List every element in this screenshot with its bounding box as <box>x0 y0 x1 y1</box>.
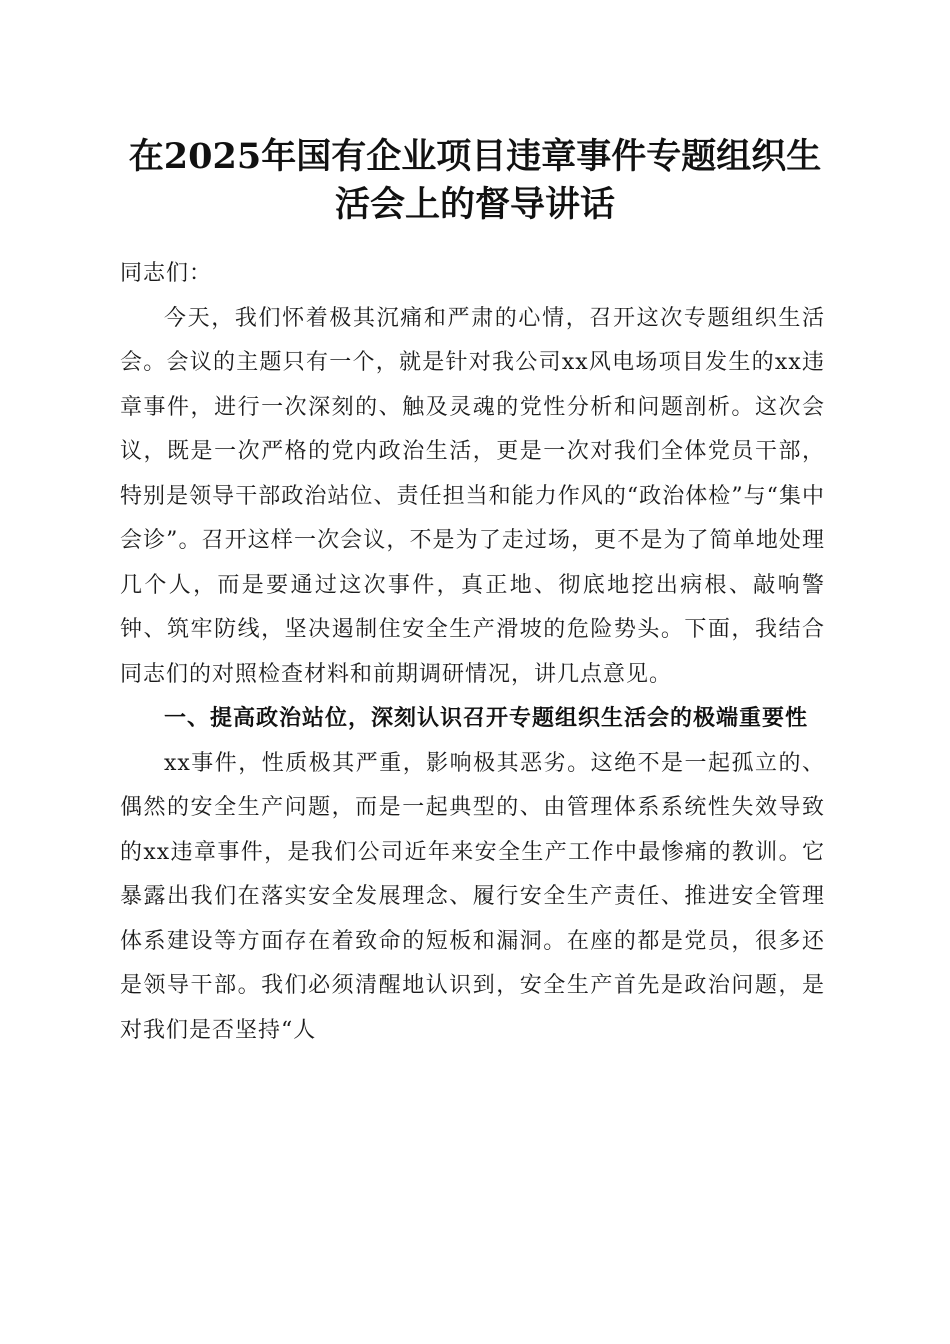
document-body <box>120 252 825 1053</box>
section-1-paragraph: xx事件，性质极其严重，影响极其恶劣。这绝不是一起孤立的、偶然的安全生产问题，而是一起典型的、由管理体系系统性失效导致的xx违章事件，是我们公司近年来安全生产工作中最惨痛的教训。它暴露出我们在落实安全发展理念、履行安全生产责任、推进安全管理体系建设等方面存在着致命的短板和漏洞。在座的都是党员，很多还是领导干部。我们必须清醒地认识到，安全生产首先是政治问题，是对我们是否坚持“人 <box>120 750 825 1043</box>
section-heading-1: 一、提高政治站位，深刻认识召开专题组织生活会的极端重要性 <box>164 706 809 731</box>
document-title: 在2025年国有企业项目违章事件专题组织生活会上的督导讲话 <box>128 136 822 225</box>
salutation: 同志们： <box>120 261 213 286</box>
intro-paragraph: 今天，我们怀着极其沉痛和严肃的心情，召开这次专题组织生活会。会议的主题只有一个，就是针对我公司xx风电场项目发生的xx违章事件，进行一次深刻的、触及灵魂的党性分析和问题剖析。这次会议，既是一次严格的党内政治生活，更是一次对我们全体党员干部，特别是领导干部政治站位、责任担当和能力作风的“政治体检”与“集中会诊”。召开这样一次会议，不是为了走过场，更不是为了简单地处理几个人，而是要通过这次事件，真正地、彻底地挖出病根、敲响警钟、筑牢防线，坚决遏制住安全生产滑坡的危险势头。下面，我结合同志们的对照检查材料和前期调研情况，讲几点意见。 <box>120 305 825 687</box>
